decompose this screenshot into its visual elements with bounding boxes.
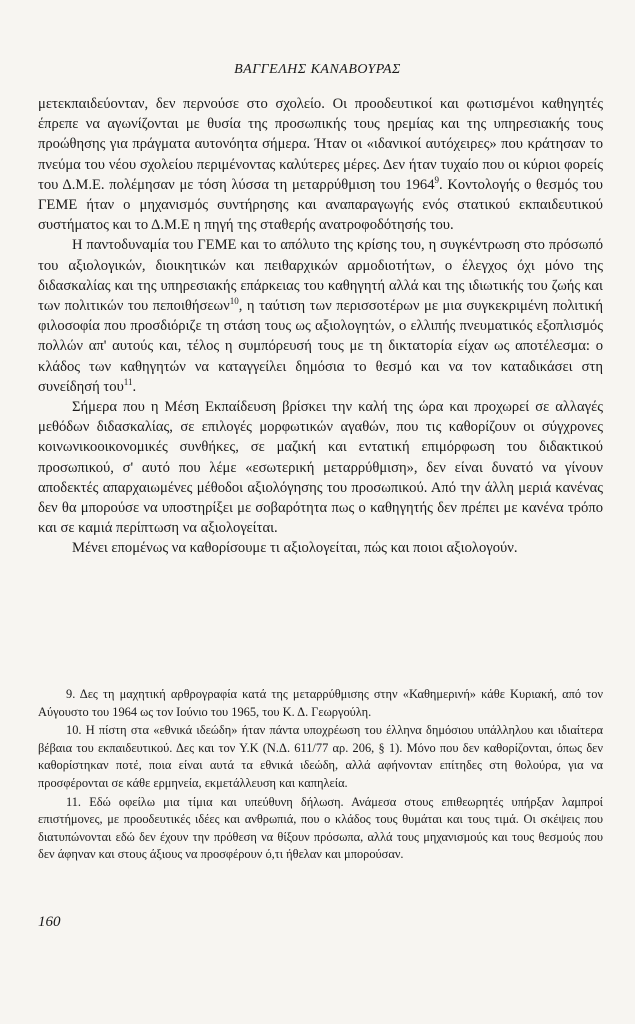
footnote-ref-9[interactable]: 9 bbox=[434, 174, 439, 185]
paragraph-4: Μένει επομένως να καθορίσουμε τι αξιολογείται, πώς και ποιοι αξιολογούν. bbox=[72, 540, 518, 557]
footnote-ref-11[interactable]: 11 bbox=[123, 376, 133, 387]
footnote-11: 11. Εδώ οφείλω μια τίμια και υπεύθυνη δήλωση. Ανάμεσα στους επιθεωρητές υπήρξαν λαμπροί επιστήμονες, με προοδευτικές ιδέες και ανθρωπιά, που ο κλάδος τους θυμάται και τους τιμά. Οι σκέψεις που διατυπώνονται εδώ δεν έχουν την πρόθεση να θίξουν πρόσωπα, αλλά τους μηχανισμούς και τους θεσμούς που δεν άφηναν και στους άξιους να προσφέρουν ό,τι ήθελαν και μπορούσαν. bbox=[38, 794, 603, 862]
paragraph-2: Η παντοδυναμία του ΓΕΜΕ και το απόλυτο της κρίσης του, η συγκέντρωση στο πρόσωπό του αξιολογικών, διοικητικών και πειθαρχικών αρμοδιοτήτων, ο έλεγχος όχι μόνο της διδασκαλίας και της υπηρεσιακής επάρκειας του καθηγητή αλλά και της ιδιωτικής του ζωής και των πολιτικών του πεποιθήσεων$^{10}$, η ταύτιση των περισσοτέρων με μια συγκεκριμένη πολιτική φιλοσοφία που προσδιόριζε τη στάση τους ως αξιολογητών, ο ελλιπής πνευματικός εξοπλισμός πολλών απ' αυτούς και, τέλος η συμπόρευσή τους με τη δικτατορία είχαν ως αποτέλεσμα: ο κλάδος των καθηγητών να καταγγείλει δημόσια το θεσμό και να τον καταδικάσει στη συνείδησή του$^{11}$. bbox=[38, 237, 603, 395]
paragraph-3: Σήμερα που η Μέση Εκπαίδευση βρίσκει την καλή της ώρα και προχωρεί σε αλλαγές μεθόδων διδασκαλίας, σε επιλογές μορφωτικών αγαθών, που τις καθορίζουν οι σύγχρονες κοινωνικοοικονομικές συνθήκες, σε μαζική και εντατική επιμόρφωση του διδακτικού προσωπικού, σ' αυτό που λέμε «εσωτερική μεταρρύθμιση», δεν είναι δυνατό να γίνουν αποδεκτές απαρχαιωμένες μέθοδοι αξιολόγησης του προσωπικού. Από την άλλη μεριά κανένας δεν θα μπορούσε να υποστηρίξει με σοβαρότητα πως ο καθηγητής δεν πρέπει με κανένα τρόπο και σε καμιά περίπτωση να αξιολογείται. bbox=[38, 399, 603, 537]
running-head: ΒΑΓΓΕΛΗΣ ΚΑΝΑΒΟΥΡΑΣ bbox=[234, 62, 401, 77]
footnote-10: 10. Η πίστη στα «εθνικά ιδεώδη» ήταν πάντα υποχρέωση του έλληνα δημόσιου υπάλληλου και ιδιαίτερα βέβαια του εκπαιδευτικού. Δες και τον Υ.Κ (Ν.Δ. 611/77 αρ. 206, § 1). Μόνο που δεν καθορίζονται, όπως δεν καθορίστηκαν ποτέ, ποια είναι αυτά τα εθνικά ιδεώδη, αλλά αφήνονταν επίτηδες στη θολούρα, για να προσφέρονται σε κάθε ερμηνεία, εκμετάλλευση και καπηλεία. bbox=[38, 723, 603, 790]
body-text bbox=[38, 94, 603, 559]
footnotes bbox=[38, 686, 603, 864]
footnote-ref-10[interactable]: 10 bbox=[229, 296, 239, 307]
paragraph-1: μετεκπαιδεύονταν, δεν περνούσε στο σχολείο. Οι προοδευτικοί και φωτισμένοι καθηγητές έπρεπε να αγωνίζονται με θυσία της προσωπικής τους ηρεμίας και της υπηρεσιακής τους προώθησης για πράγματα αυτονόητα σήμερα. Ήταν οι «ιδανικοί αυτόχειρες» που κράτησαν το πνεύμα του νέου σχολείου περιμένοντας καλύτερες μέρες. Δεν ήταν τυχαίο που οι κύριοι φορείς του Δ.Μ.Ε. πολέμησαν με τόση λύσσα τη μεταρρύθμιση του 1964$^9$. Κοντολογής ο θεσμός του ΓΕΜΕ ήταν ο μηχανισμός συντήρησης και αναπαραγωγής ενός στατικού εκπαιδευτικού συστήματος και το Δ.Μ.Ε η πηγή της σταθερής ανατροφοδότησής του. bbox=[38, 96, 604, 234]
footnote-9: 9. Δες τη μαχητική αρθρογραφία κατά της μεταρρύθμισης στην «Καθημερινή» κάθε Κυριακή, από τον Αύγουστο του 1964 ως τον Ιούνιο του 1965, του Κ. Δ. Γεωργούλη. bbox=[38, 687, 603, 719]
page-number: 160 bbox=[38, 914, 61, 930]
